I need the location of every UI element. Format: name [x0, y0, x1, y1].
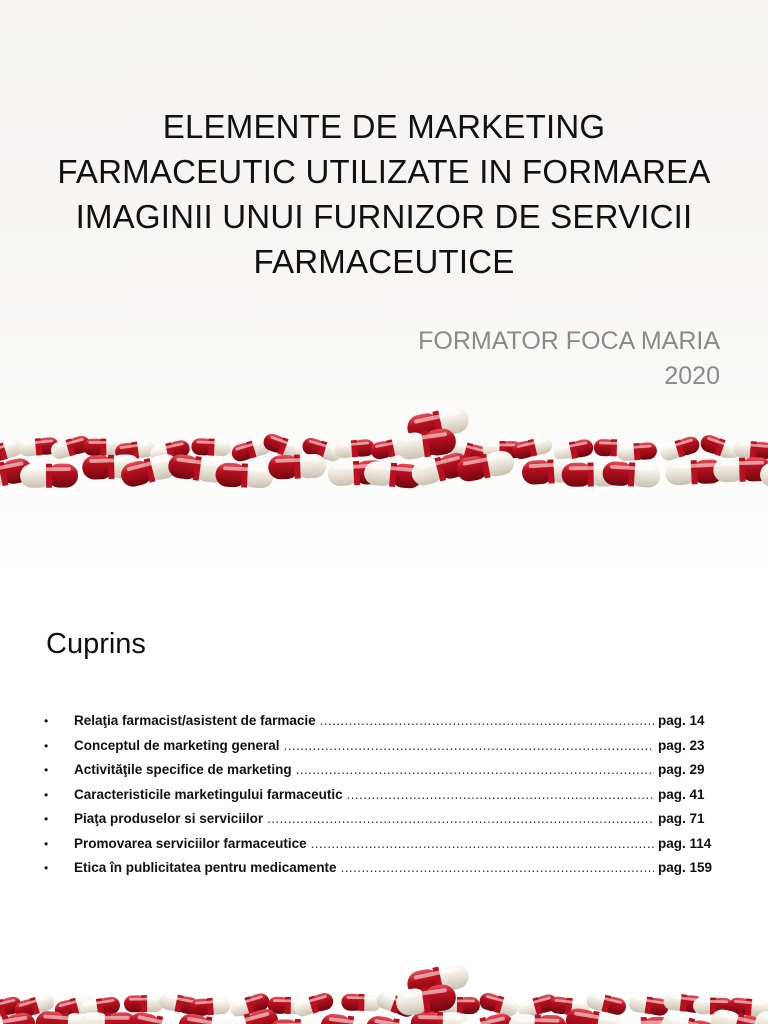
list-item: [44, 762, 720, 787]
contents-heading: Cuprins: [46, 628, 146, 660]
title-line: FARMACEUTIC UTILIZATE IN FORMAREA: [57, 153, 711, 190]
capsule: [191, 438, 232, 456]
capsule: [552, 438, 595, 463]
title-line: FARMACEUTICE: [253, 243, 515, 280]
year: 2020: [664, 362, 720, 390]
item-label: Caracteristicile marketingului farmaceutic: [74, 786, 343, 802]
bullet: •: [44, 787, 49, 802]
item-label: Activităţile specifice de marketing: [74, 762, 292, 777]
title-line: IMAGINII UNUI FURNIZOR DE SERVICII: [75, 198, 693, 235]
item-page: pag. 41: [658, 786, 705, 802]
list-item: [44, 738, 720, 763]
list-item: [44, 811, 720, 836]
item-page: pag. 71: [658, 811, 705, 826]
capsule: [341, 994, 381, 1012]
list-item: [44, 860, 720, 885]
dot-leader: [267, 811, 654, 826]
bullet: •: [44, 714, 49, 728]
capsule: [124, 995, 164, 1013]
item-page: pag. 14: [658, 713, 705, 728]
capsule: [190, 997, 231, 1017]
item-page: pag. 23: [658, 737, 705, 753]
bullet: •: [44, 738, 49, 753]
capsule: [616, 442, 657, 462]
dot-leader: [347, 787, 654, 802]
list-item: [44, 836, 720, 861]
bullet: •: [44, 763, 49, 777]
dot-leader: [311, 836, 654, 851]
capsule: [628, 994, 670, 1017]
capsule: [733, 440, 768, 460]
dot-leader: [341, 860, 654, 875]
item-page: pag. 159: [658, 860, 713, 875]
item-page: pag. 29: [658, 762, 705, 777]
capsule: [215, 462, 274, 488]
dot-leader: [296, 762, 654, 777]
capsule: [20, 464, 78, 488]
item-label: Relaţia farmacist/asistent de farmacie: [74, 713, 316, 728]
slide-title: [40, 104, 728, 284]
dot-leader: [320, 713, 654, 728]
item-label: Piaţa produselor si serviciilor: [74, 811, 264, 826]
bullet: •: [44, 861, 49, 875]
capsule: [508, 1014, 567, 1024]
capsule-pills-image: [0, 376, 768, 506]
item-page: pag. 114: [658, 835, 712, 851]
capsule: [511, 435, 554, 461]
contents-slide: [0, 576, 768, 1024]
list-item: [44, 713, 720, 738]
capsule: [658, 435, 701, 463]
capsule: [79, 1012, 137, 1024]
capsule-pills-image: [0, 954, 768, 1024]
item-label: Conceptul de marketing general: [74, 737, 280, 753]
bullet: •: [44, 812, 49, 826]
list-item: [44, 787, 720, 812]
author-name: FORMATOR FOCA MARIA: [418, 327, 720, 355]
capsule: [602, 461, 661, 488]
capsule: [292, 991, 335, 1018]
bullet: •: [44, 836, 49, 851]
item-label: Etica în publicitatea pentru medicamente: [74, 860, 337, 875]
capsule: [713, 457, 768, 483]
capsule: [268, 454, 327, 480]
dot-leader: [284, 738, 654, 753]
title-line: ELEMENTE DE MARKETING: [162, 108, 606, 145]
item-label: Promovarea serviciilor farmaceutice: [74, 835, 307, 851]
contents-list: [44, 713, 720, 885]
capsule: [334, 439, 375, 459]
